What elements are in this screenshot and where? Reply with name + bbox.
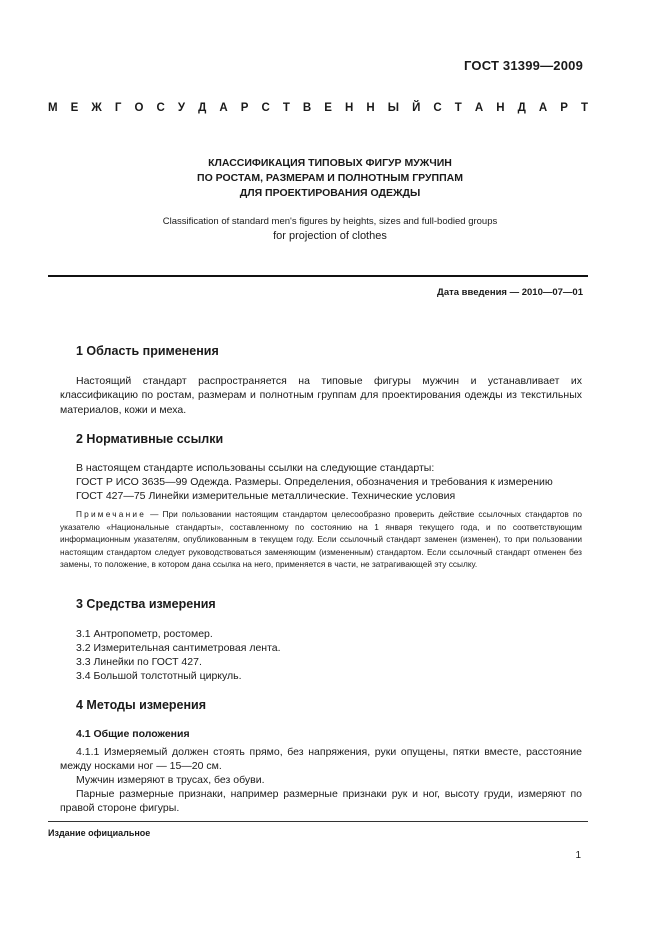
list-item: 3.4 Большой толстотный циркуль.	[76, 670, 242, 682]
normative-reference: ГОСТ 427—75 Линейки измерительные металлические. Технические условия	[76, 490, 456, 502]
banner-letter: Р	[240, 102, 249, 114]
banner-letter: С	[261, 102, 270, 114]
section-heading: 3 Средства измерения	[76, 597, 216, 611]
document-title	[80, 156, 580, 201]
section-heading: 2 Нормативные ссылки	[76, 432, 224, 446]
section-heading: 4 Методы измерения	[76, 698, 207, 712]
header-divider	[48, 275, 588, 277]
banner-letter: М	[48, 102, 58, 114]
banner-letter: Н	[496, 102, 505, 114]
normative-reference: ГОСТ Р ИСО 3635—99 Одежда. Размеры. Определения, обозначения и требования к измерению	[76, 476, 553, 488]
banner-letter: А	[538, 102, 548, 114]
banner-letter: Д	[517, 102, 526, 114]
official-edition-label: Издание официальное	[48, 828, 151, 838]
gost-designation: ГОСТ 31399—2009	[464, 58, 583, 73]
banner-letter: Г	[114, 102, 122, 114]
banner-letter: Т	[581, 102, 589, 114]
subsection-heading: 4.1 Общие положения	[76, 728, 190, 740]
list-item: 3.1 Антропометр, ростомер.	[76, 628, 213, 640]
banner-letter: Т	[282, 102, 290, 114]
banner-letter: Т	[454, 102, 462, 114]
banner-letter: У	[177, 102, 185, 114]
banner-letter: Н	[366, 102, 375, 114]
english-title-line: Classification of standard men's figures by heights, sizes and full-bodied groups	[162, 216, 498, 227]
section-paragraph: 4.1.1 Измеряемый должен стоять прямо, без напряжения, руки опущены, пятки вместе, расстояние между носками ног — 15—20 см.	[60, 746, 582, 773]
banner-letter: Д	[198, 102, 207, 114]
english-title-line: for projection of clothes	[273, 230, 387, 242]
section-paragraph: Настоящий стандарт распространяется на типовые фигуры мужчин и устанавливает их классификацию по ростам, размерам и полнотным группам для проектирования одежды из текстильных материалов, кожи и меха.	[60, 375, 582, 416]
note-label: Примечание	[76, 509, 147, 519]
introduction-date: Дата введения — 2010—07—01	[437, 287, 583, 298]
banner-letter: Й	[412, 102, 421, 114]
banner-letter: Ы	[387, 102, 400, 114]
section-paragraph: В настоящем стандарте использованы ссылки на следующие стандарты:	[76, 462, 435, 474]
banner-letter: О	[134, 102, 144, 114]
banner-letter: Н	[345, 102, 354, 114]
title-line: КЛАССИФИКАЦИЯ ТИПОВЫХ ФИГУР МУЖЧИН	[208, 157, 452, 169]
list-item: 3.2 Измерительная сантиметровая лента.	[76, 642, 281, 654]
banner-letter: А	[474, 102, 484, 114]
note-text: — При пользовании настоящим стандартом целесообразно проверить действие ссылочных стандартов по указателю «Национальные стандарты», составленному по состоянию на 1 января текущего года, и по соответствующим информационным указателям, опубликованным в текущем году. Если ссылочный стандарт заменен (изменен), то при пользовании настоящим стандартом следует руководствоваться заменяющим (измененным) стандартом. Если ссылочный стандарт отменен без замены, то положение, в котором дана ссылка на него, применяется в части, не затрагивающей эту ссылку.	[60, 509, 582, 569]
title-line: ДЛЯ ПРОЕКТИРОВАНИЯ ОДЕЖДЫ	[239, 187, 421, 199]
banner-letter: Е	[324, 102, 332, 114]
interstate-standard-banner	[48, 102, 588, 114]
footer-divider	[48, 821, 588, 822]
section-paragraph: Мужчин измеряют в трусах, без обуви.	[76, 774, 265, 786]
page-number: 1	[575, 850, 581, 861]
note-block	[60, 508, 582, 571]
banner-letter: Р	[560, 102, 568, 114]
banner-letter: Ж	[91, 102, 102, 114]
banner-letter: Е	[70, 102, 79, 114]
title-line: ПО РОСТАМ, РАЗМЕРАМ И ПОЛНОТНЫМ ГРУППАМ	[197, 172, 463, 184]
section-heading: 1 Область применения	[76, 344, 219, 358]
section-paragraph: Парные размерные признаки, например размерные признаки рук и ног, высоту груди, измеряют по правой стороне фигуры.	[60, 788, 582, 815]
banner-letter: С	[433, 102, 442, 114]
banner-letter: С	[156, 102, 165, 114]
banner-letter: В	[302, 102, 312, 114]
list-item: 3.3 Линейки по ГОСТ 427.	[76, 656, 202, 668]
banner-letter: А	[219, 102, 228, 114]
